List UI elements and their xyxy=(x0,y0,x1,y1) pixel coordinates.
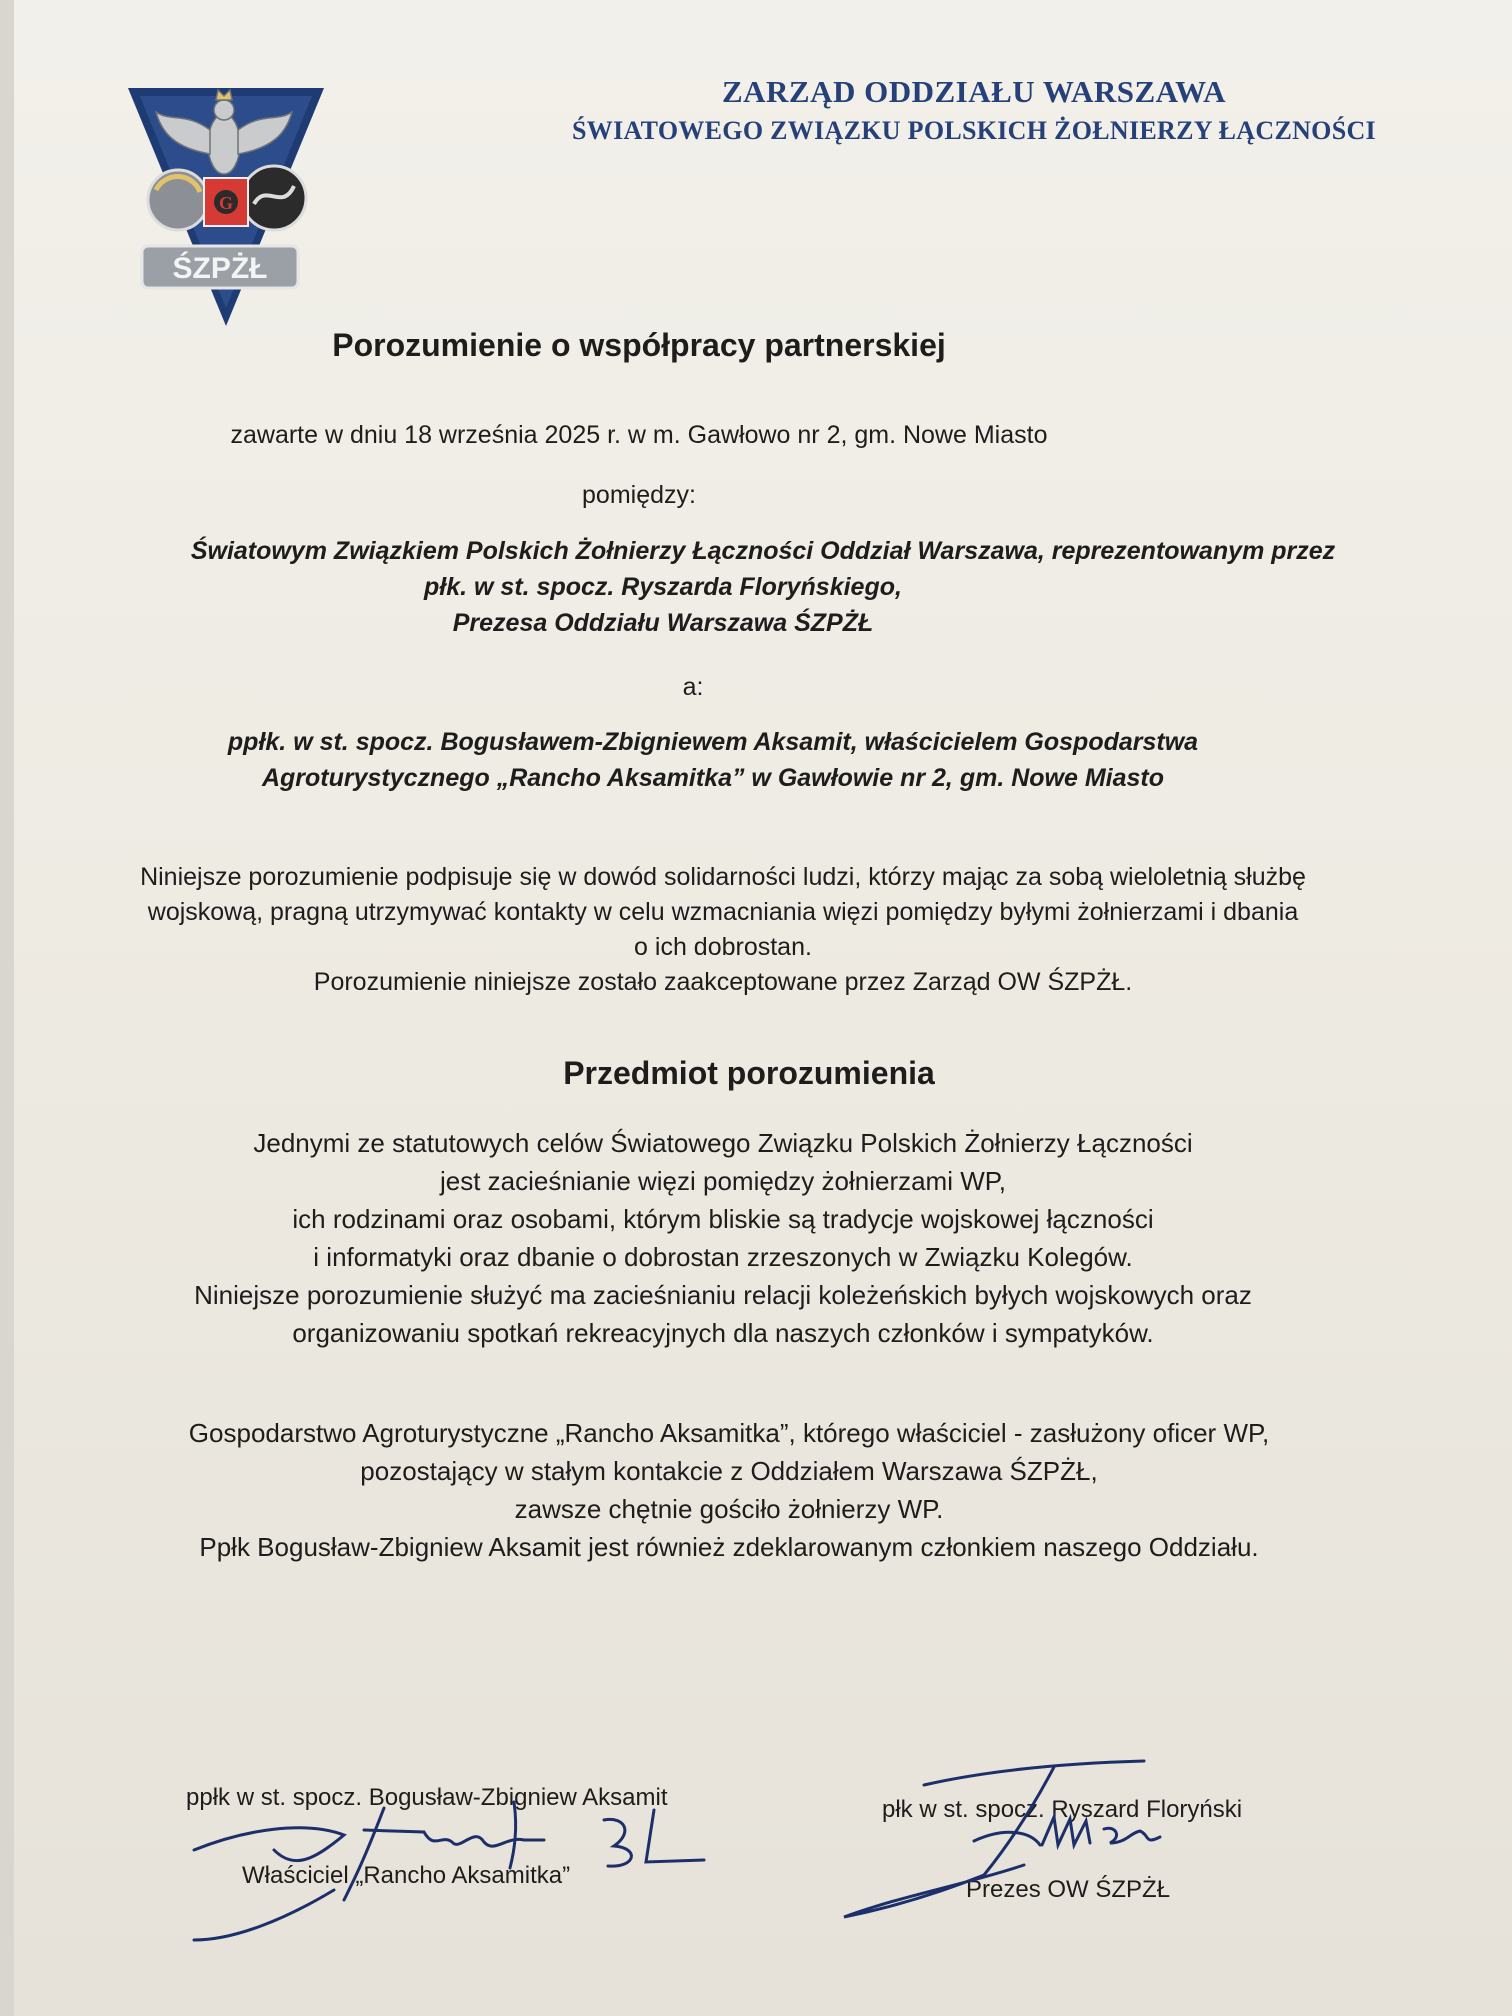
farm-line: Ppłk Bogusław-Zbigniew Aksamit jest również zdeklarowanym członkiem naszego Oddziału. xyxy=(199,1532,1259,1562)
party-2-line: ppłk. w st. spocz. Bogusławem-Zbigniewem Aksamit, właścicielem Gospodarstwa xyxy=(227,728,1199,756)
document-page xyxy=(14,0,1512,2016)
intro-line: wojskową, pragną utrzymywać kontakty w celu wzmacniania więzi pomiędzy byłymi żołnierzami i dbania xyxy=(147,898,1299,926)
subject-line: organizowaniu spotkań rekreacyjnych dla naszych członków i sympatyków. xyxy=(292,1318,1154,1348)
party-1-line: płk. w st. spocz. Ryszarda Floryńskiego, xyxy=(424,573,902,601)
subject-line: Jednymi ze statutowych celów Światowego Związku Polskich Żołnierzy Łączności xyxy=(253,1128,1193,1158)
left-signatory-role: Właściciel „Rancho Aksamitka” xyxy=(242,1862,571,1889)
right-signatory-name: płk w st. spocz. Ryszard Floryński xyxy=(882,1796,1243,1823)
concluded-line: zawarte w dniu 18 września 2025 r. w m. Gawłowo nr 2, gm. Nowe Miasto xyxy=(230,421,1048,449)
party-2-line: Agroturystycznego „Rancho Aksamitka” w Gawłowie nr 2, gm. Nowe Miasto xyxy=(261,764,1165,792)
header-line-1: ZARZĄD ODDZIAŁU WARSZAWA xyxy=(721,74,1227,109)
intro-paragraph xyxy=(0,860,1472,1000)
between-label: pomiędzy: xyxy=(582,481,696,509)
subject-paragraph xyxy=(0,1124,1472,1352)
intro-line: Niniejsze porozumienie podpisuje się w dowód solidarności ludzi, którzy mając za sobą wieloletnią służbę xyxy=(140,863,1306,891)
farm-line: zawsze chętnie gościło żołnierzy WP. xyxy=(514,1494,944,1524)
logo-text: ŚZPŻŁ xyxy=(172,252,268,285)
intro-line: Porozumienie niniejsze zostało zaakceptowane przez Zarząd OW ŚZPŻŁ. xyxy=(313,968,1133,996)
subject-title: Przedmiot porozumienia xyxy=(563,1055,935,1091)
party-1 xyxy=(0,533,1412,641)
farm-line: pozostający w stałym kontakcie z Oddziałem Warszawa ŚZPŻŁ, xyxy=(360,1456,1098,1486)
farm-line: Gospodarstwo Agroturystyczne „Rancho Aksamitka”, którego właściciel - zasłużony oficer WP, xyxy=(188,1418,1270,1448)
szpzl-emblem-logo xyxy=(126,82,336,332)
intro-line: o ich dobrostan. xyxy=(634,933,812,961)
document-title: Porozumienie o współpracy partnerskiej xyxy=(332,327,946,363)
header-line-2: ŚWIATOWEGO ZWIĄZKU POLSKICH ŻOŁNIERZY ŁĄCZNOŚCI xyxy=(572,116,1376,145)
subject-line: i informatyki oraz dbanie o dobrostan zrzeszonych w Związku Kolegów. xyxy=(313,1242,1133,1272)
subject-line: jest zacieśnianie więzi pomiędzy żołnierzami WP, xyxy=(440,1166,1006,1196)
and-label: a: xyxy=(682,673,704,701)
subject-line: ich rodzinami oraz osobami, którym bliskie są tradycje wojskowej łączności xyxy=(292,1204,1154,1234)
party-1-line: Prezesa Oddziału Warszawa ŚZPŻŁ xyxy=(452,609,874,637)
subject-line: Niniejsze porozumienie służyć ma zacieśnianiu relacji koleżeńskich byłych wojskowych oraz xyxy=(194,1280,1252,1310)
right-handwritten-signature xyxy=(834,1745,1254,1925)
svg-text:G: G xyxy=(218,193,234,213)
farm-paragraph xyxy=(0,1414,1478,1566)
party-1-line: Światowym Związkiem Polskich Żołnierzy Łączności Oddział Warszawa, reprezentowanym przez xyxy=(190,537,1336,565)
left-handwritten-signature xyxy=(184,1790,744,1950)
right-signatory-role: Prezes OW ŚZPŻŁ xyxy=(966,1876,1171,1903)
left-signatory-name: ppłk w st. spocz. Bogusław-Zbigniew Aksamit xyxy=(186,1784,668,1811)
document-header xyxy=(444,74,1504,146)
party-2 xyxy=(0,724,1462,796)
